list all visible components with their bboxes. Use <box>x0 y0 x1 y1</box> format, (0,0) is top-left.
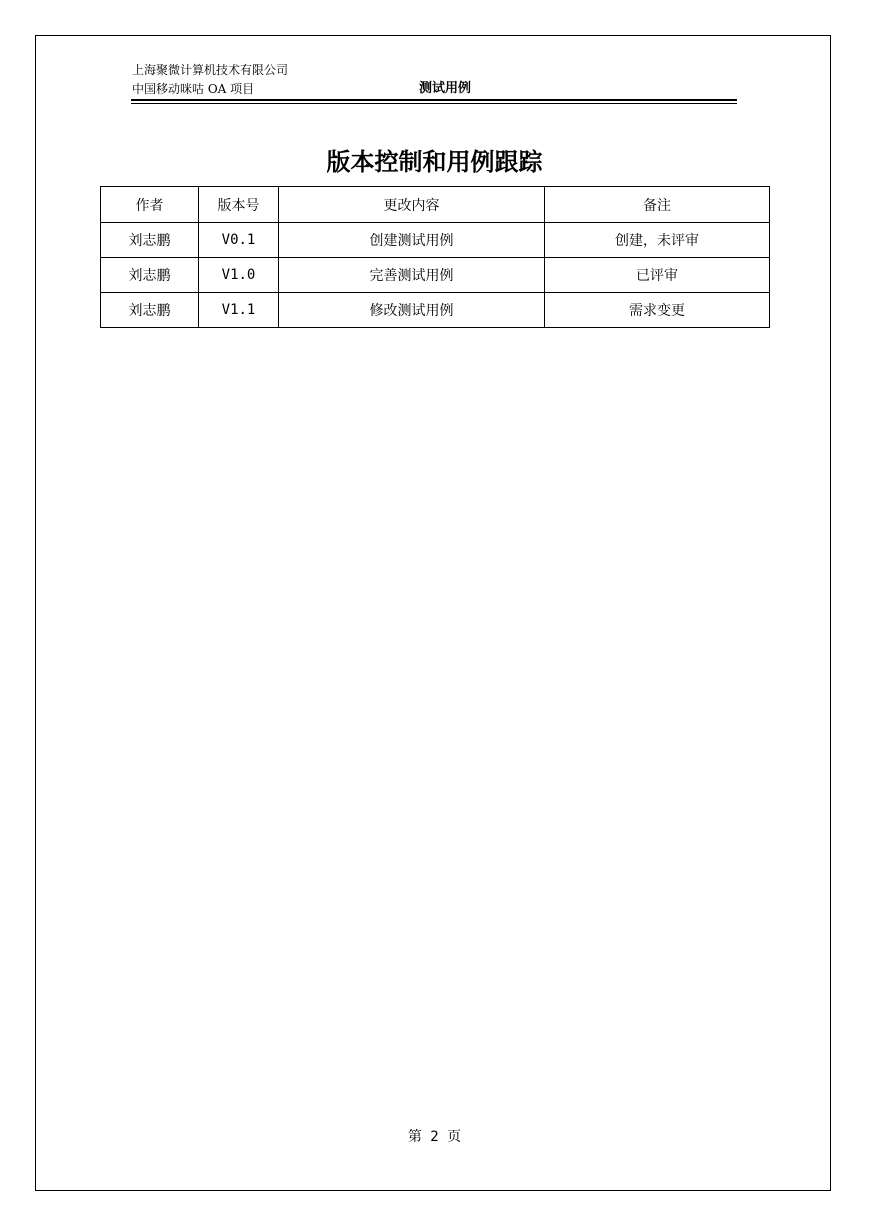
cell-author: 刘志鹏 <box>101 258 199 293</box>
cell-version: V1.1 <box>199 293 279 328</box>
cell-remarks: 需求变更 <box>545 293 770 328</box>
cell-version: V0.1 <box>199 223 279 258</box>
header-rule-thick <box>131 99 737 101</box>
project-name: 中国移动咪咕 OA 项目 <box>132 82 255 96</box>
page-number: 第 2 页 <box>407 1129 462 1145</box>
cell-author: 刘志鹏 <box>101 293 199 328</box>
column-header-changes: 更改内容 <box>279 187 545 223</box>
column-header-remarks: 备注 <box>545 187 770 223</box>
header-rule-thin <box>131 103 737 104</box>
cell-changes: 创建测试用例 <box>279 223 545 258</box>
document-type: 测试用例 <box>419 81 472 96</box>
column-header-version: 版本号 <box>199 187 279 223</box>
cell-author: 刘志鹏 <box>101 223 199 258</box>
column-header-author: 作者 <box>101 187 199 223</box>
table-row <box>101 223 770 258</box>
cell-changes: 修改测试用例 <box>279 293 545 328</box>
cell-version: V1.0 <box>199 258 279 293</box>
cell-remarks: 创建，未评审 <box>545 223 770 258</box>
table-row <box>101 258 770 293</box>
company-name: 上海聚微计算机技术有限公司 <box>132 63 289 77</box>
cell-remarks: 已评审 <box>545 258 770 293</box>
version-control-table <box>100 186 770 328</box>
table-row <box>101 293 770 328</box>
page-title: 版本控制和用例跟踪 <box>326 147 543 176</box>
table-header-row <box>101 187 770 223</box>
cell-changes: 完善测试用例 <box>279 258 545 293</box>
